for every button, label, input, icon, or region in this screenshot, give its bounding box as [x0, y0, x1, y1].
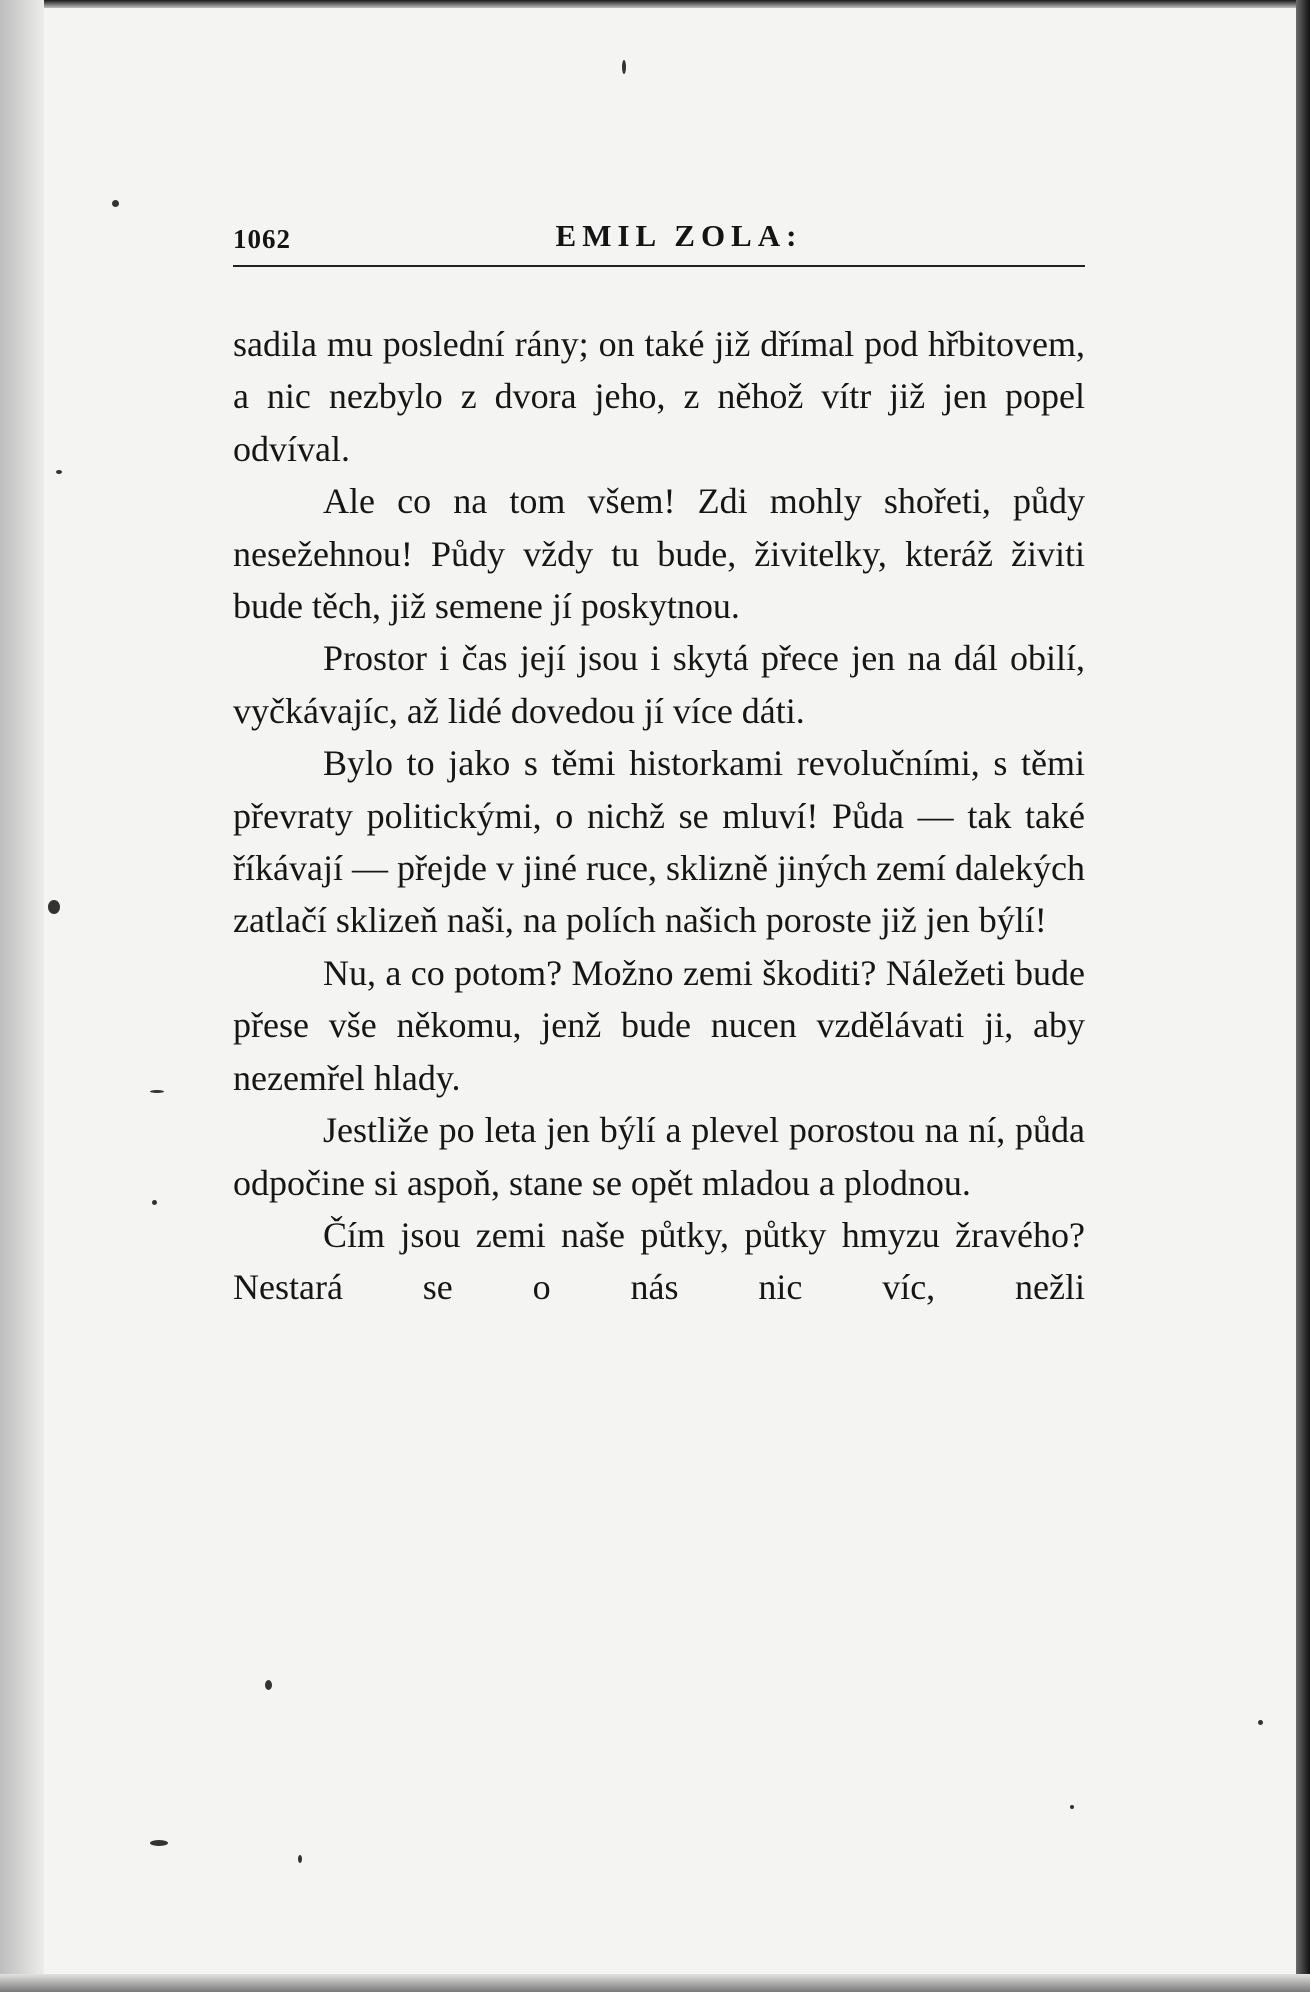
scan-speck: [152, 1200, 157, 1205]
scan-border-left: [0, 0, 44, 1992]
scan-border-bottom: [0, 1974, 1310, 1992]
scan-speck: [56, 470, 62, 474]
scan-speck: [48, 900, 60, 914]
scan-speck: [1070, 1805, 1074, 1809]
paragraph: Nu, a co potom? Možno zemi škoditi? Náležeti bude přese vše někomu, jenž bude nucen vzdělávati ji, aby nezemřel hlady.: [233, 952, 1085, 1098]
scan-speck: [1258, 1720, 1263, 1725]
paragraph: Ale co na tom všem! Zdi mohly shořeti, půdy nesežehnou! Půdy vždy tu bude, živitelky, kteráž živiti bude těch, již semene jí poskytnou.: [233, 481, 1085, 627]
running-head: [233, 218, 1085, 258]
scan-speck: [622, 60, 626, 74]
scan-speck: [112, 200, 119, 207]
scan-speck: [150, 1090, 164, 1093]
scan-border-right: [1296, 0, 1310, 1992]
scan-speck: [265, 1680, 272, 1690]
body-text: [233, 318, 1085, 1314]
paragraph: Prostor i čas její jsou i skytá přece jen na dál obilí, vyčkávajíc, až lidé dovedou jí více dáti.: [233, 638, 1085, 731]
paragraph: Jestliže po leta jen býlí a plevel porostou na ní, půda odpočine si aspoň, stane se opět mladou a plodnou.: [233, 1110, 1085, 1203]
header-rule: [233, 265, 1085, 267]
scan-border-top: [0, 0, 1310, 8]
running-head-title: EMIL ZOLA:: [555, 218, 803, 253]
paragraph: Čím jsou zemi naše půtky, půtky hmyzu žravého? Nestará se o nás nic víc, nežli: [233, 1214, 1085, 1308]
paragraph: Bylo to jako s těmi historkami revolučními, s těmi převraty politickými, o nichž se mluví! Půda — tak také říkávají — přejde v jiné ruce, sklizně jiných zemí dalekých zatlačí sklizeň naši, na polích našich poroste již jen býlí!: [233, 743, 1085, 941]
paragraph: sadila mu poslední rány; on také již dřímal pod hřbitovem, a nic nezbylo z dvora jeho, z něhož vítr již jen popel odvíval.: [233, 324, 1085, 469]
scan-speck: [150, 1840, 168, 1846]
scan-speck: [298, 1855, 302, 1863]
page-number: 1062: [233, 224, 291, 254]
